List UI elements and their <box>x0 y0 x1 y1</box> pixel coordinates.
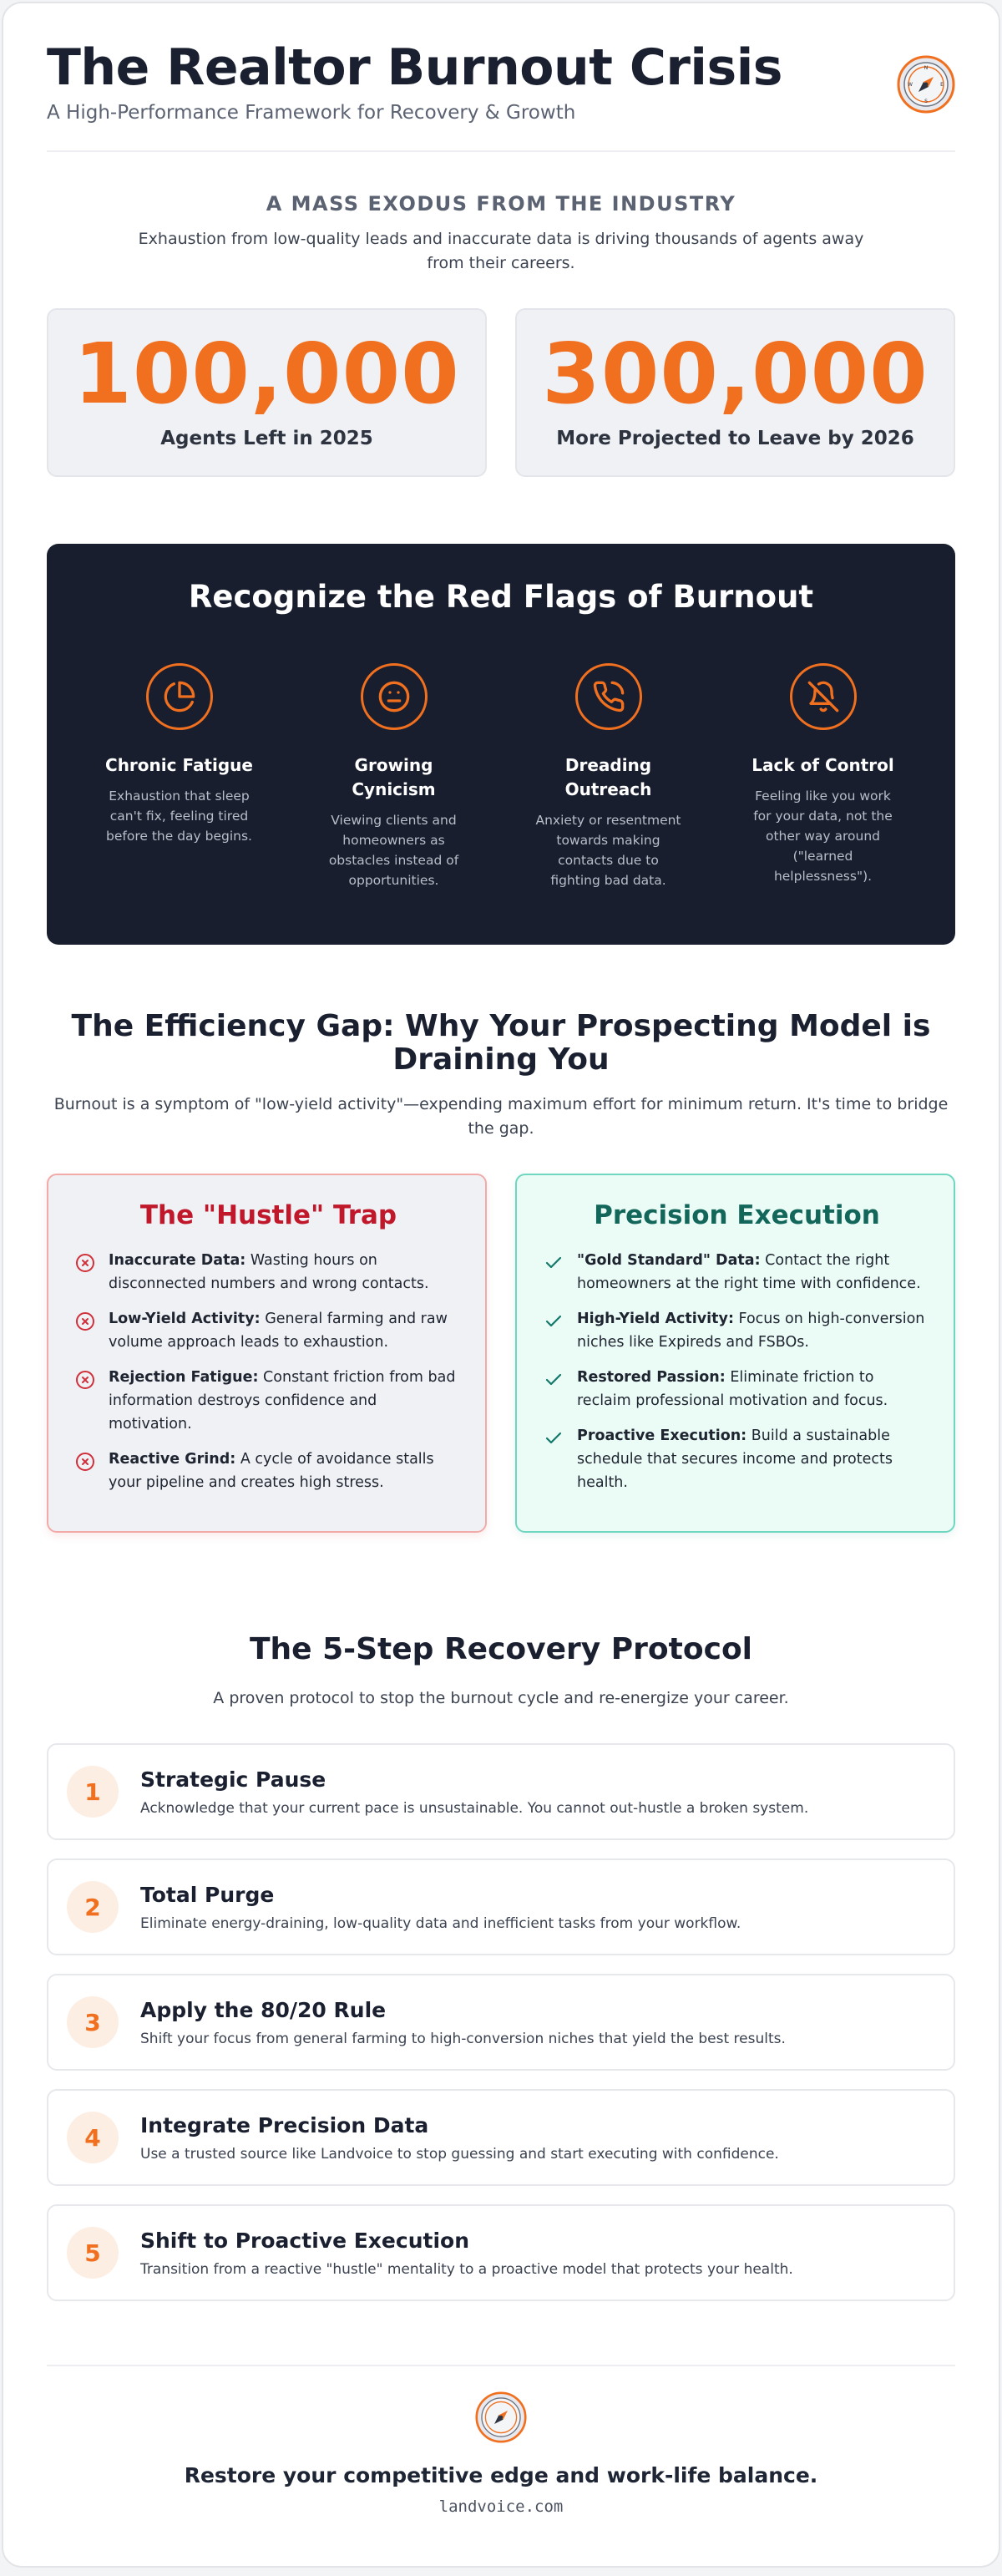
step-title: Shift to Proactive Execution <box>140 2228 469 2253</box>
step-description: Eliminate energy-draining, low-quality data and inefficient tasks from your workflow. <box>140 1914 741 1932</box>
svg-text:E: E <box>940 82 944 88</box>
protocol-step <box>47 1858 955 1955</box>
precision-card <box>515 1174 955 1533</box>
list-item <box>544 1307 930 1354</box>
efficiency-section <box>47 945 955 1533</box>
bell-off-icon <box>790 663 857 730</box>
stat-label: More Projected to Leave by 2026 <box>556 428 914 449</box>
x-circle-icon <box>75 1366 109 1397</box>
item-term: Restored Passion: <box>577 1369 726 1387</box>
red-flag-item <box>501 663 716 890</box>
hustle-trap-title: The "Hustle" Trap <box>139 1200 397 1231</box>
phone-icon <box>575 663 642 730</box>
efficiency-title: The Efficiency Gap: Why Your Prospecting Model is Draining You <box>71 1009 931 1077</box>
footer-tagline: Restore your competitive edge and work-life balance. <box>184 2463 818 2488</box>
step-number: 4 <box>67 2112 119 2163</box>
item-term: Inaccurate Data: <box>109 1252 246 1270</box>
red-flag-name: Growing Cynicism <box>352 755 436 799</box>
step-description: Transition from a reactive "hustle" mentality to a proactive model that protects your health. <box>140 2260 793 2278</box>
item-text: Contact the right homeowners at the right time with confidence. <box>577 1252 921 1293</box>
svg-text:S: S <box>924 99 928 104</box>
item-term: Proactive Execution: <box>577 1427 747 1445</box>
item-term: "Gold Standard" Data: <box>577 1252 761 1270</box>
stat-card <box>515 308 955 477</box>
protocol-steps <box>47 1743 955 2301</box>
item-text: Wasting hours on disconnected numbers and wrong contacts. <box>109 1252 429 1293</box>
list-item <box>544 1424 930 1494</box>
item-term: Low-Yield Activity: <box>109 1311 261 1328</box>
red-flag-desc: Anxiety or resentment towards making contacts due to fighting bad data. <box>535 813 681 889</box>
protocol-description: A proven protocol to stop the burnout cycle and re-energize your career. <box>213 1688 789 1707</box>
footer <box>47 2365 955 2516</box>
step-title: Total Purge <box>140 1882 275 1907</box>
precision-list <box>544 1249 930 1494</box>
infographic-page <box>2 2 1000 2568</box>
protocol-section <box>47 1533 955 2301</box>
exodus-kicker: A MASS EXODUS FROM THE INDUSTRY <box>266 192 736 216</box>
check-icon <box>544 1366 577 1397</box>
hustle-trap-list <box>75 1249 462 1494</box>
item-text: Build a sustainable schedule that secures income and protects health. <box>577 1427 893 1492</box>
protocol-step <box>47 2089 955 2186</box>
red-flag-item <box>286 663 501 890</box>
step-description: Acknowledge that your current pace is unsustainable. You cannot out-hustle a broken system. <box>140 1799 809 1817</box>
red-flags-list <box>47 663 955 890</box>
stat-value: 300,000 <box>542 325 929 423</box>
red-flags-title: Recognize the Red Flags of Burnout <box>188 579 814 615</box>
precision-title: Precision Execution <box>594 1200 880 1231</box>
red-flag-item <box>716 663 930 890</box>
pie-chart-icon <box>146 663 213 730</box>
protocol-title: The 5-Step Recovery Protocol <box>249 1632 753 1667</box>
red-flag-item <box>72 663 286 890</box>
step-title: Apply the 80/20 Rule <box>140 1997 387 2022</box>
check-icon <box>544 1307 577 1339</box>
item-term: Rejection Fatigue: <box>109 1369 259 1387</box>
item-text: General farming and raw volume approach leads to exhaustion. <box>109 1311 448 1351</box>
svg-text:W: W <box>908 82 913 88</box>
red-flags-panel <box>47 544 955 945</box>
item-text: A cycle of avoidance stalls your pipeline and creates high stress. <box>109 1451 434 1492</box>
page-subtitle: A High-Performance Framework for Recovery & Growth <box>47 102 576 124</box>
red-flag-name: Lack of Control <box>752 755 894 775</box>
red-flag-name: Dreading Outreach <box>564 755 652 799</box>
protocol-step <box>47 1743 955 1840</box>
x-circle-icon <box>75 1307 109 1339</box>
item-text: Eliminate friction to reclaim professional motivation and focus. <box>577 1369 888 1410</box>
red-flag-desc: Feeling like you work for your data, not the other way around ("learned helplessness"). <box>753 789 893 885</box>
item-term: Reactive Grind: <box>109 1451 236 1468</box>
red-flag-name: Chronic Fatigue <box>105 755 253 775</box>
exodus-description: Exhaustion from low-quality leads and inaccurate data is driving thousands of agents away from their careers. <box>138 230 864 272</box>
stat-value: 100,000 <box>73 325 460 423</box>
step-title: Integrate Precision Data <box>140 2112 429 2137</box>
x-circle-icon <box>75 1448 109 1479</box>
page-title: The Realtor Burnout Crisis <box>47 38 782 97</box>
list-item <box>75 1249 462 1296</box>
stats-row <box>47 308 955 477</box>
step-number: 3 <box>67 1996 119 2048</box>
item-term: High-Yield Activity: <box>577 1311 734 1328</box>
step-number: 5 <box>67 2227 119 2279</box>
x-circle-icon <box>75 1249 109 1280</box>
footer-url[interactable]: landvoice.com <box>438 2497 564 2517</box>
step-description: Use a trusted source like Landvoice to stop guessing and start executing with confidence. <box>140 2145 779 2163</box>
stat-label: Agents Left in 2025 <box>160 428 373 449</box>
header <box>47 40 955 152</box>
stat-card <box>47 308 487 477</box>
red-flag-desc: Viewing clients and homeowners as obstacles instead of opportunities. <box>328 813 459 889</box>
list-item <box>544 1249 930 1296</box>
list-item <box>75 1448 462 1494</box>
neutral-face-icon <box>361 663 428 730</box>
item-text: Constant friction from bad information destroys confidence and motivation. <box>109 1369 456 1433</box>
step-number: 1 <box>67 1766 119 1818</box>
red-flag-desc: Exhaustion that sleep can't fix, feeling tired before the day begins. <box>106 789 252 844</box>
list-item <box>75 1307 462 1354</box>
exodus-section <box>47 152 955 477</box>
protocol-step <box>47 1974 955 2071</box>
compass-icon <box>475 2391 527 2443</box>
check-icon <box>544 1249 577 1280</box>
list-item <box>544 1366 930 1412</box>
compass-icon <box>897 55 955 114</box>
item-text: Focus on high-conversion niches like Expireds and FSBOs. <box>577 1311 925 1351</box>
comparison-row <box>47 1174 955 1533</box>
svg-text:N: N <box>924 65 929 71</box>
step-title: Strategic Pause <box>140 1767 326 1792</box>
protocol-step <box>47 2204 955 2301</box>
list-item <box>75 1366 462 1436</box>
step-description: Shift your focus from general farming to high-conversion niches that yield the best results. <box>140 2030 786 2047</box>
check-icon <box>544 1424 577 1456</box>
hustle-trap-card <box>47 1174 487 1533</box>
step-number: 2 <box>67 1881 119 1933</box>
efficiency-description: Burnout is a symptom of "low-yield activity"—expending maximum effort for minimum return. It's time to bridge the gap. <box>53 1095 949 1138</box>
